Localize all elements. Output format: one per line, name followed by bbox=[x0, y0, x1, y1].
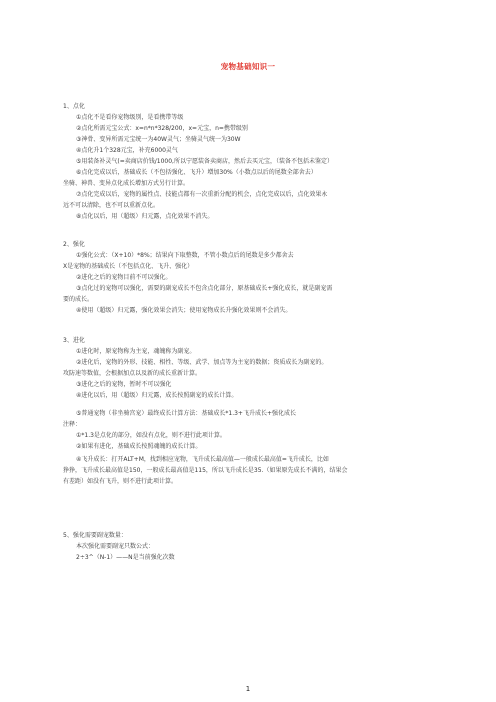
list-item: ③点化过的宠物可以强化，需要的副宠成长不包含点化部分，原基础成长+强化成长，就是副宠需 bbox=[76, 285, 333, 292]
list-item: ④点化升1个328元宝，补充6000灵气 bbox=[76, 147, 178, 154]
list-item: ③进化之后的宠物，暂时不可以强化 bbox=[76, 381, 172, 388]
list-item: 2÷3^（N-1）——N是当前强化次数 bbox=[76, 554, 175, 561]
list-item: ①强化公式：（X+10）*8%；结果向下取整数，不管小数点后的尾数是多少都舍去 bbox=[76, 252, 294, 259]
list-item: ①进化时，原宠物称为主宠，魂魄称为副宠。 bbox=[76, 348, 196, 355]
list-item: 攻防速等数值，会根据加点以及新的成长重新计算。 bbox=[63, 370, 202, 377]
list-item: ⑥点化完成以后，基础成长（不包括强化、飞升）增加30%（小数点以后的尾数全部舍去） bbox=[76, 169, 317, 176]
list-item: 狰狰，飞升成长最高值是150，一般成长最高值是115，所以飞升成长是35.（如果原先成长不满的，结果会 bbox=[63, 467, 348, 474]
list-item: ③神骨、变异所需元宝统一为40W灵气；坐骑灵气统一为30W bbox=[76, 136, 241, 143]
list-item: 注释： bbox=[63, 421, 82, 428]
list-item: X是宠物的基础成长（不包括点化、飞升、强化） bbox=[63, 263, 194, 270]
section-heading: 1、点化 bbox=[63, 103, 85, 110]
list-item: ④进化以后，用（超级）归元露，成长按照副宠的成长计算。 bbox=[76, 392, 238, 399]
list-item: ⑧点化以后，用（超级）归元露，点化效果不消失。 bbox=[76, 213, 214, 220]
list-item: ①*1.3是点化的部分，如没有点化，则不进行此项计算。 bbox=[76, 432, 226, 439]
list-item: ②进化后，宠物的外形、技能、相性、等级、武学、加点等为主宠的数据；资质成长为副宠的。 bbox=[76, 359, 328, 366]
list-item: ⑤普通宠物（非坐骑宫宠）最终成长计算方法：基础成长*1.3+飞升成长+强化成长 bbox=[76, 410, 296, 417]
list-item: ②点化所需元宝公式：x=n*n*328/200，x=元宝，n=携带级别 bbox=[76, 125, 248, 132]
list-item: ④飞升成长：打开ALT+M，找到相应宠物，飞升成长最高值—一般成长最高值=飞升成长，比如 bbox=[76, 456, 329, 463]
section-heading: 5、强化需要副宠数量： bbox=[63, 532, 127, 539]
list-item: 本次强化需要副宠只数公式： bbox=[76, 543, 155, 550]
list-item: ②如果有进化，基础成长按照魂魄的成长计算。 bbox=[76, 443, 202, 450]
page-title: 宠物基础知识一 bbox=[220, 62, 276, 71]
list-item: 远不可以清除，也不可以重新点化。 bbox=[63, 202, 160, 209]
list-item: ⑤用装备补灵气(=卖商店价钱/1000,所以宁愿装备卖商店，然后去买元宝，（装备不包括未鉴定） bbox=[76, 158, 333, 165]
section-heading: 3、进化 bbox=[63, 337, 85, 344]
list-item: ④使用（超级）归元露，强化效果会消失；使用宠物成长升强化效果则不会消失。 bbox=[76, 307, 292, 314]
list-item: 要的成长。 bbox=[63, 296, 94, 303]
list-item: ⑦点化完成以后，宠物的属性点、技能点都有一次重新分配的机会，点化完成以后，点化效果永 bbox=[76, 191, 328, 198]
section-heading: 2、强化 bbox=[63, 241, 85, 248]
list-item: ②进化之后的宠物目前不可以强化。 bbox=[76, 274, 172, 281]
list-item: 有差距）如没有飞升，则不进行此项计算。 bbox=[63, 478, 178, 485]
page-number: 1 bbox=[245, 685, 251, 693]
list-item: ①点化不是看你宠物级别，是看携带等级 bbox=[76, 114, 184, 121]
list-item: 坐骑、神兽、变异点化成长增加方式另行计算。 bbox=[63, 180, 190, 187]
